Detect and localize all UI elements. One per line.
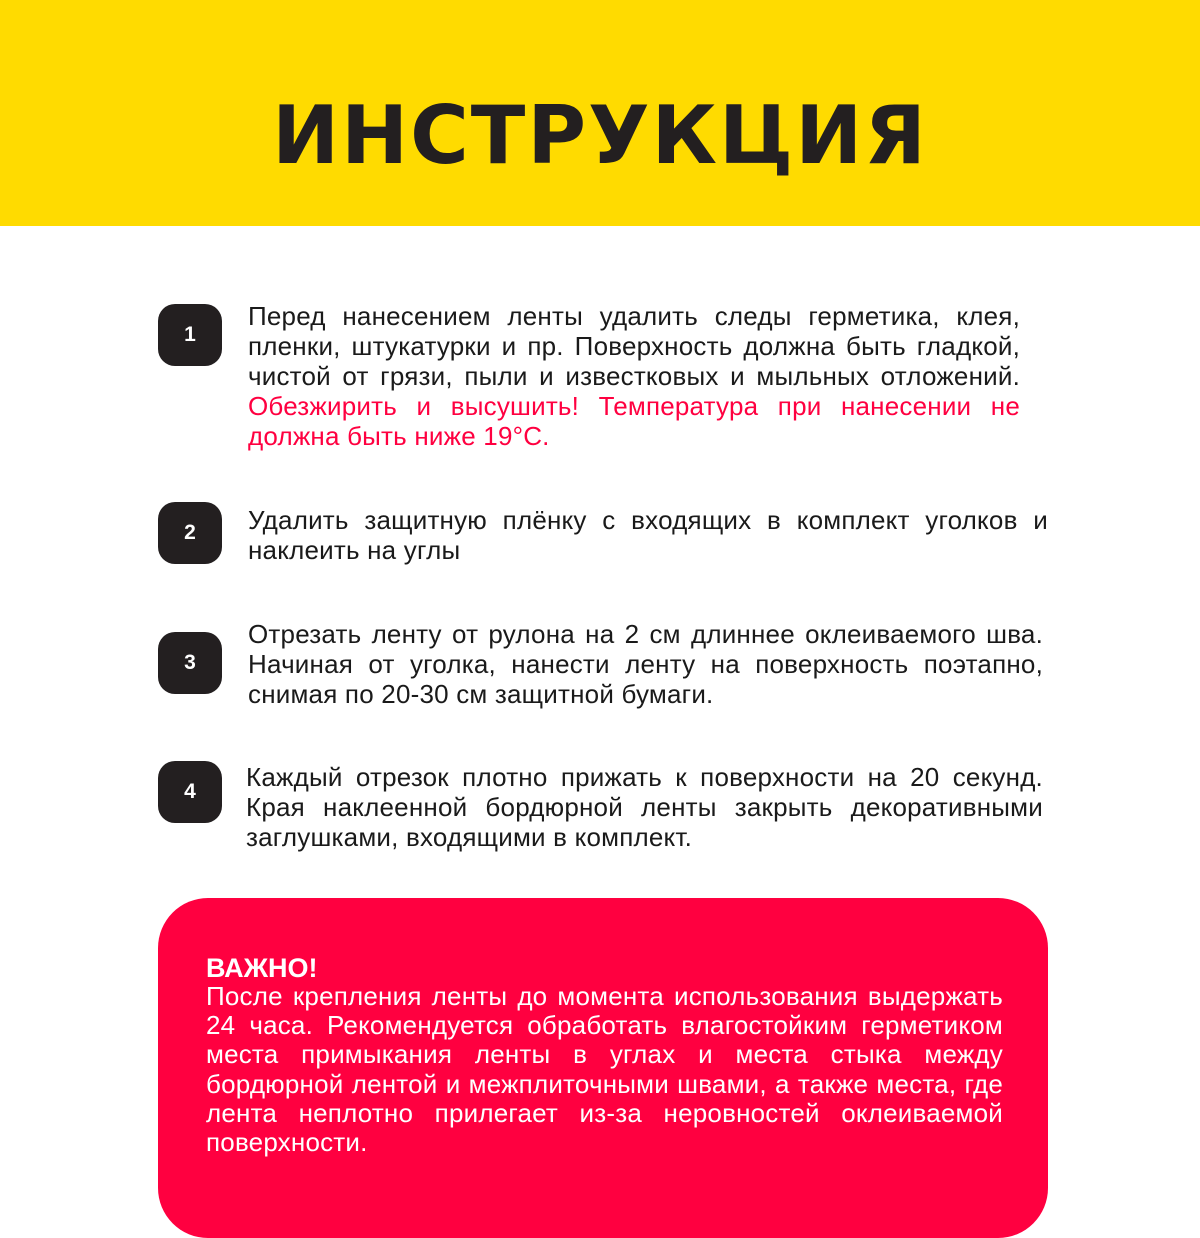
step-1-number: 1 — [184, 323, 196, 346]
step-2-text-main: Удалить защитную плёнку с входящих в комплект уголков и наклеить на углы — [248, 505, 1048, 565]
step-2-number: 2 — [184, 521, 196, 544]
step-1-text — [248, 301, 1020, 451]
step-3-badge — [158, 632, 222, 694]
step-2-badge — [158, 502, 222, 564]
step-2-text — [248, 505, 1048, 565]
step-1-text-main: Перед нанесением ленты удалить следы герметика, клея, пленки, штукатурки и пр. Поверхность должна быть гладкой, чистой от грязи, пыли и известковых и мыльных отложений. — [248, 301, 1020, 391]
header-banner — [0, 0, 1200, 226]
step-3-text — [248, 619, 1043, 709]
step-4-badge — [158, 761, 222, 823]
important-title: ВАЖНО! — [206, 953, 318, 983]
step-3-number: 3 — [184, 651, 196, 674]
important-text: После крепления ленты до момента использования выдержать 24 часа. Рекомендуется обработать влагостойким герметиком места примыкания ленты в углах и места стыка между бордюрной лентой и межплиточными швами, а также места, где лента неплотно прилегает из-за неровностей оклеиваемой поверхности. — [206, 981, 1003, 1158]
page-title: ИНСТРУКЦИЯ — [272, 89, 928, 182]
step-1-accent-text: Обезжирить и высушить! Температура при нанесении не должна быть ниже 19°С. — [248, 391, 1020, 451]
important-notice — [158, 898, 1048, 1238]
step-4-number: 4 — [184, 780, 196, 803]
step-3-text-main: Отрезать ленту от рулона на 2 см длиннее оклеиваемого шва. Начиная от уголка, нанести ленту на поверхность поэтапно, снимая по 20-30 см защитной бумаги. — [248, 619, 1043, 709]
step-4-text-main: Каждый отрезок плотно прижать к поверхности на 20 секунд. Края наклеенной бордюрной ленты закрыть декоративными заглушками, входящими в комплект. — [246, 762, 1043, 852]
step-1-badge — [158, 304, 222, 366]
step-4-text — [246, 762, 1043, 852]
